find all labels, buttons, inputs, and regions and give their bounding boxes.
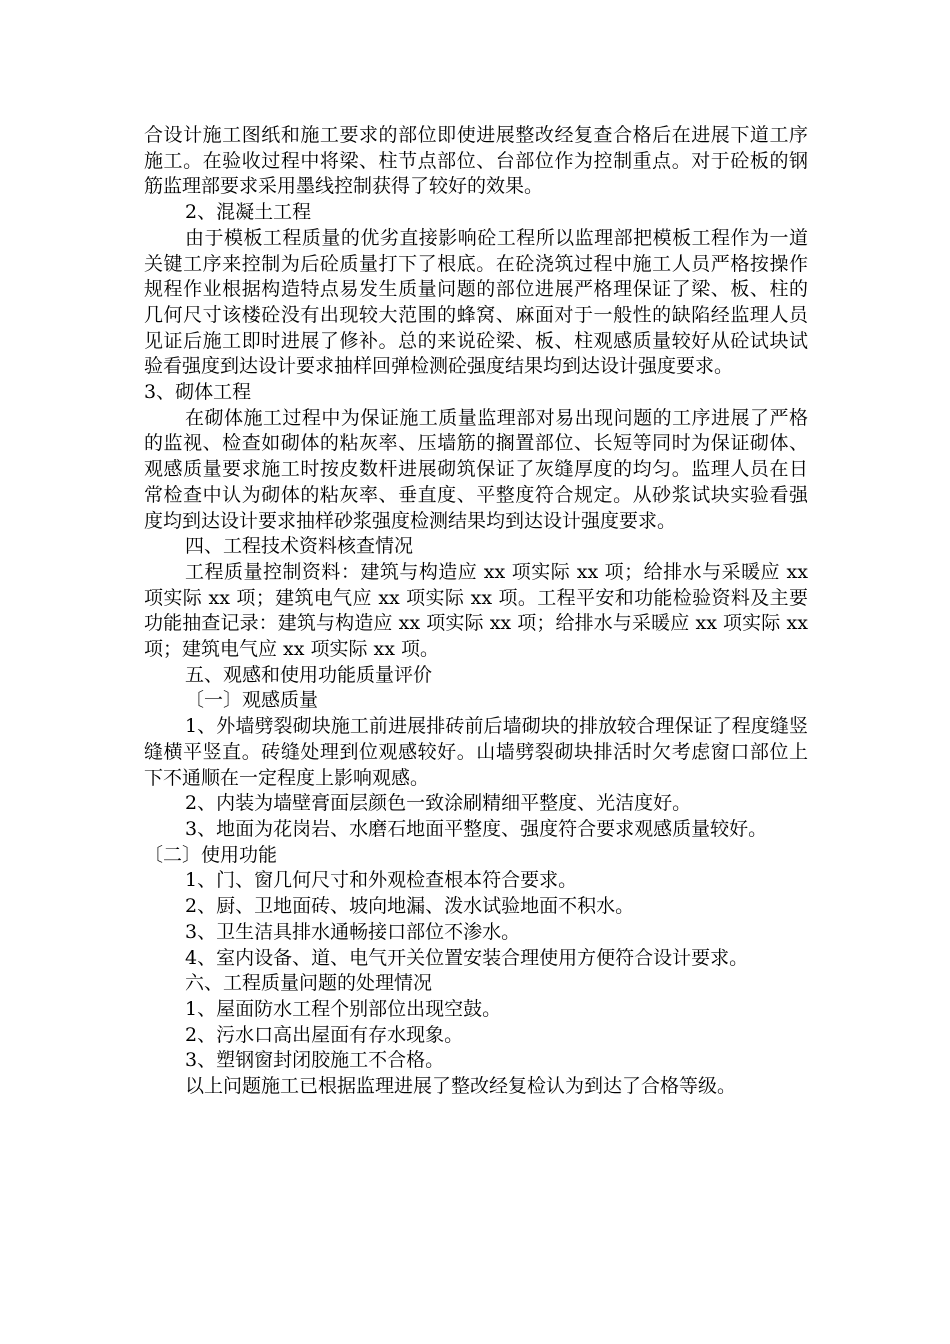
- list-item-function-3: 3、卫生洁具排水通畅接口部位不渗水。: [185, 920, 521, 943]
- list-item-function-1: 1、门、窗几何尺寸和外观检查根本符合要求。: [185, 869, 578, 892]
- subheading-appearance-quality: 〔一〕观感质量: [185, 689, 319, 712]
- list-item-function-4: 4、室内设备、道、电气开关位置安装合理使用方便符合设计要求。: [185, 946, 749, 969]
- list-item-appearance-3: 3、地面为花岗岩、水磨石地面平整度、强度符合要求观感质量较好。: [185, 817, 768, 840]
- heading-appearance-function: 五、观感和使用功能质量评价: [185, 663, 433, 686]
- list-item-function-2: 2、厨、卫地面砖、坡向地漏、泼水试验地面不积水。: [185, 895, 635, 918]
- heading-technical-documents: 四、工程技术资料核查情况: [185, 535, 414, 558]
- heading-masonry-works: 3、砌体工程: [144, 381, 252, 404]
- list-item-issue-1: 1、屋面防水工程个别部位出现空鼓。: [185, 997, 502, 1020]
- list-item-appearance-1: 1、外墙劈裂砌块施工前进展排砖前后墙砌块的排放较合理保证了程度缝竖缝横平竖直。砖缝处理到位观感较好。山墙劈裂砌块排活时欠考虑窗口部位上下不通顺在一定程度上影响观感。: [144, 715, 808, 789]
- paragraph-steel-inspection: 合设计施工图纸和施工要求的部位即使进展整改经复查合格后在进展下道工序施工。在验收过程中将梁、柱节点部位、台部位作为控制重点。对于砼板的钢筋监理部要求采用墨线控制获得了较好的效果。: [144, 124, 808, 198]
- paragraph-technical-documents: 工程质量控制资料：建筑与构造应 xx 项实际 xx 项；给排水与采暖应 xx 项实际 xx 项；建筑电气应 xx 项实际 xx 项。工程平安和功能检验资料及主要功能抽查记录：建筑与构造应 xx 项实际 xx 项；给排水与采暖应 xx 项实际 xx 项；建筑电气应 xx 项实际 xx 项。: [144, 560, 808, 661]
- paragraph-masonry-quality: 在砌体施工过程中为保证施工质量监理部对易出现问题的工序进展了严格的监视、检查如砌体的粘灰率、压墙筋的搁置部位、长短等同时为保证砌体、观感质量要求施工时按皮数杆进展砌筑保证了灰缝厚度的均匀。监理人员在日常检查中认为砌体的粘灰率、垂直度、平整度符合规定。从砂浆试块实验看强度均到达设计要求抽样砂浆强度检测结果均到达设计强度要求。: [144, 406, 808, 532]
- heading-concrete-works: 2、混凝土工程: [185, 201, 312, 224]
- paragraph-conclusion: 以上问题施工已根据监理进展了整改经复检认为到达了合格等级。: [185, 1075, 737, 1098]
- subheading-usage-function: 〔二〕使用功能: [144, 843, 278, 866]
- list-item-issue-3: 3、塑钢窗封闭胶施工不合格。: [185, 1049, 445, 1072]
- heading-quality-issues: 六、工程质量问题的处理情况: [185, 972, 433, 995]
- document-page: [144, 123, 808, 1100]
- paragraph-concrete-quality: 由于模板工程质量的优劣直接影响砼工程所以监理部把模板工程作为一道关键工序来控制为后砼质量打下了根底。在砼浇筑过程中施工人员严格按操作规程作业根据构造特点易发生质量问题的部位进展严格理保证了梁、板、柱的几何尺寸该楼砼没有出现较大范围的蜂窝、麻面对于一般性的缺陷经监理人员见证后施工即时进展了修补。总的来说砼梁、板、柱观感质量较好从砼试块试验看强度到达设计要求抽样回弹检测砼强度结果均到达设计强度要求。: [144, 226, 808, 378]
- list-item-issue-2: 2、污水口高出屋面有存水现象。: [185, 1023, 464, 1046]
- list-item-appearance-2: 2、内装为墙壁膏面层颜色一致涂刷精细平整度、光洁度好。: [185, 792, 692, 815]
